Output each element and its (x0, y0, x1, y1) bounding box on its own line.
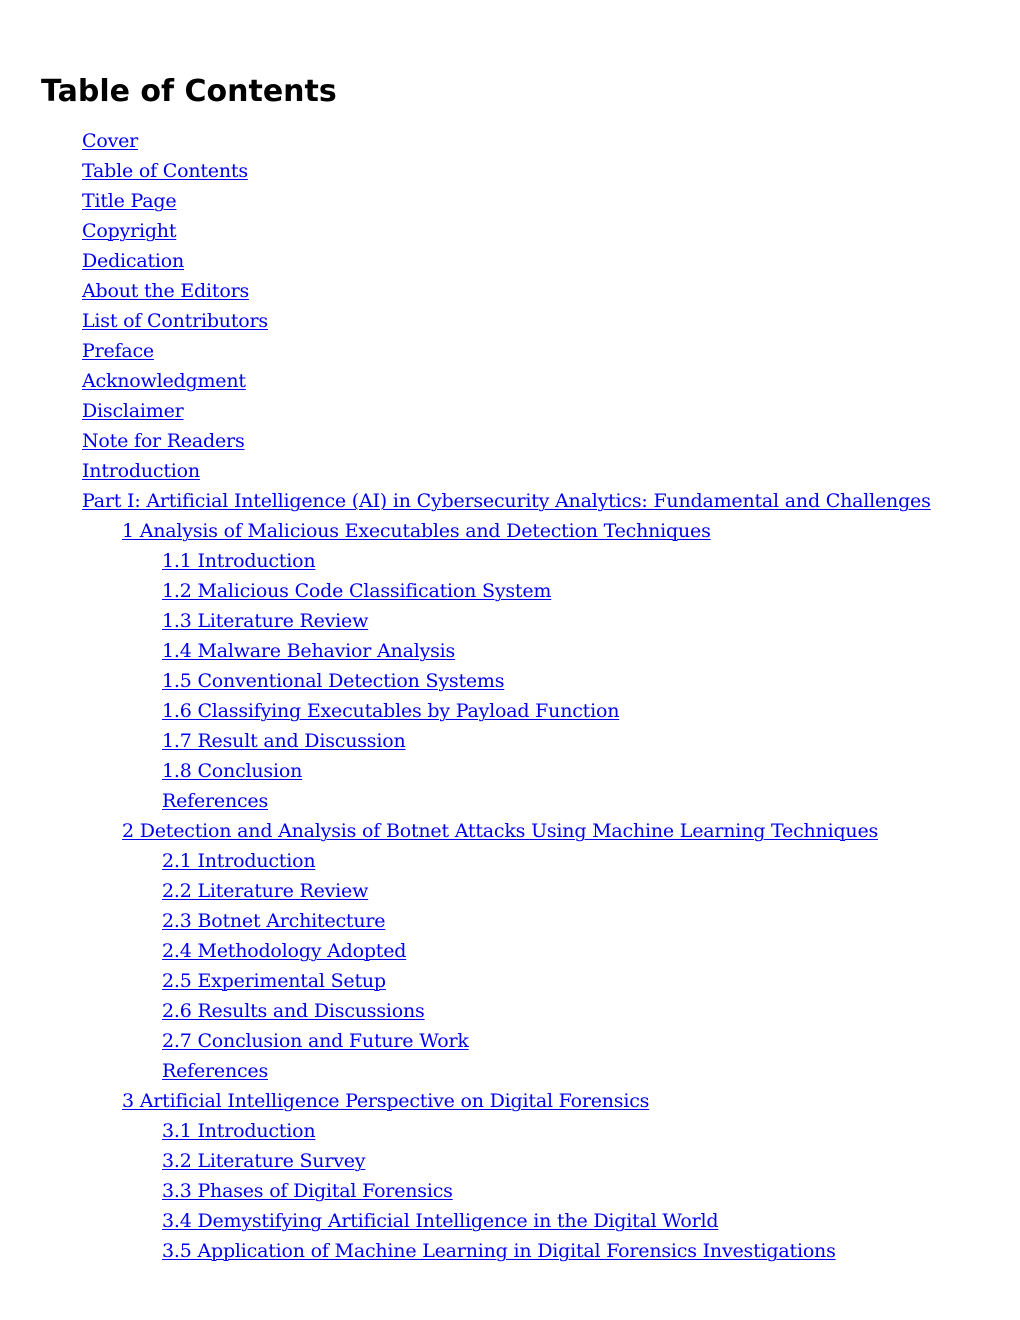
toc-link[interactable]: 2.7 Conclusion and Future Work (162, 1030, 469, 1052)
toc-entry (0, 726, 931, 756)
toc-link[interactable]: 3.1 Introduction (162, 1120, 316, 1142)
toc-link[interactable]: 2.3 Botnet Architecture (162, 910, 386, 932)
toc-entry (0, 666, 931, 696)
toc-entry (0, 486, 931, 516)
toc-link[interactable]: 2.6 Results and Discussions (162, 1000, 425, 1022)
toc-link[interactable]: 3 Artificial Intelligence Perspective on Digital Forensics (122, 1090, 650, 1112)
toc-entry (0, 1056, 931, 1086)
toc-entry (0, 306, 931, 336)
toc-link[interactable]: 2 Detection and Analysis of Botnet Attacks Using Machine Learning Techniques (122, 820, 879, 842)
toc-link[interactable]: 1.4 Malware Behavior Analysis (162, 640, 456, 662)
toc-entry (0, 936, 931, 966)
toc-link[interactable]: Part I: Artificial Intelligence (AI) in Cybersecurity Analytics: Fundamental and Challenges (82, 490, 931, 512)
toc-entry (0, 786, 931, 816)
toc-link[interactable]: Title Page (82, 190, 177, 212)
toc-entry (0, 456, 931, 486)
toc-link[interactable]: 1.7 Result and Discussion (162, 730, 406, 752)
toc-link[interactable]: Disclaimer (82, 400, 184, 422)
toc-entry (0, 576, 931, 606)
toc-link[interactable]: 1 Analysis of Malicious Executables and Detection Techniques (122, 520, 711, 542)
toc-entry (0, 816, 931, 846)
toc-entry (0, 426, 931, 456)
toc-link[interactable]: Introduction (82, 460, 200, 482)
toc-link[interactable]: 2.2 Literature Review (162, 880, 369, 902)
toc-entry (0, 396, 931, 426)
toc-link[interactable]: 3.3 Phases of Digital Forensics (162, 1180, 453, 1202)
toc-entry (0, 516, 931, 546)
toc-entry (0, 846, 931, 876)
toc-link[interactable]: 1.3 Literature Review (162, 610, 369, 632)
toc-link[interactable]: 1.2 Malicious Code Classification System (162, 580, 552, 602)
toc-link[interactable]: List of Contributors (82, 310, 268, 332)
toc-entry (0, 546, 931, 576)
toc-entry (0, 1206, 931, 1236)
toc-entry (0, 1176, 931, 1206)
toc-link[interactable]: Dedication (82, 250, 185, 272)
toc-link[interactable]: Cover (82, 130, 139, 152)
toc-entry (0, 756, 931, 786)
toc-entry (0, 336, 931, 366)
toc-link[interactable]: 2.4 Methodology Adopted (162, 940, 407, 962)
toc-list (0, 126, 931, 1266)
toc-entry (0, 996, 931, 1026)
toc-entry (0, 1086, 931, 1116)
toc-entry (0, 186, 931, 216)
page-title: Table of Contents (41, 74, 337, 109)
toc-entry (0, 906, 931, 936)
toc-entry (0, 246, 931, 276)
toc-entry (0, 156, 931, 186)
toc-link[interactable]: 1.1 Introduction (162, 550, 316, 572)
toc-entry (0, 876, 931, 906)
toc-entry (0, 966, 931, 996)
toc-link[interactable]: 3.4 Demystifying Artificial Intelligence in the Digital World (162, 1210, 719, 1232)
toc-entry (0, 216, 931, 246)
toc-entry (0, 126, 931, 156)
toc-link[interactable]: 3.2 Literature Survey (162, 1150, 366, 1172)
toc-entry (0, 1116, 931, 1146)
toc-link[interactable]: Note for Readers (82, 430, 245, 452)
toc-entry (0, 1026, 931, 1056)
toc-link[interactable]: 1.5 Conventional Detection Systems (162, 670, 505, 692)
toc-link[interactable]: 2.5 Experimental Setup (162, 970, 386, 992)
toc-entry (0, 366, 931, 396)
toc-link[interactable]: References (162, 1060, 269, 1082)
toc-entry (0, 1236, 931, 1266)
toc-link[interactable]: 1.8 Conclusion (162, 760, 303, 782)
toc-entry (0, 696, 931, 726)
toc-link[interactable]: Preface (82, 340, 154, 362)
toc-link[interactable]: 2.1 Introduction (162, 850, 316, 872)
toc-link[interactable]: 3.5 Application of Machine Learning in Digital Forensics Investigations (162, 1240, 836, 1262)
toc-link[interactable]: 1.6 Classifying Executables by Payload Function (162, 700, 620, 722)
toc-entry (0, 1146, 931, 1176)
toc-link[interactable]: Acknowledgment (82, 370, 246, 392)
toc-entry (0, 276, 931, 306)
toc-link[interactable]: Copyright (82, 220, 177, 242)
toc-link[interactable]: References (162, 790, 269, 812)
toc-link[interactable]: About the Editors (82, 280, 250, 302)
toc-entry (0, 606, 931, 636)
toc-entry (0, 636, 931, 666)
toc-link[interactable]: Table of Contents (82, 160, 248, 182)
